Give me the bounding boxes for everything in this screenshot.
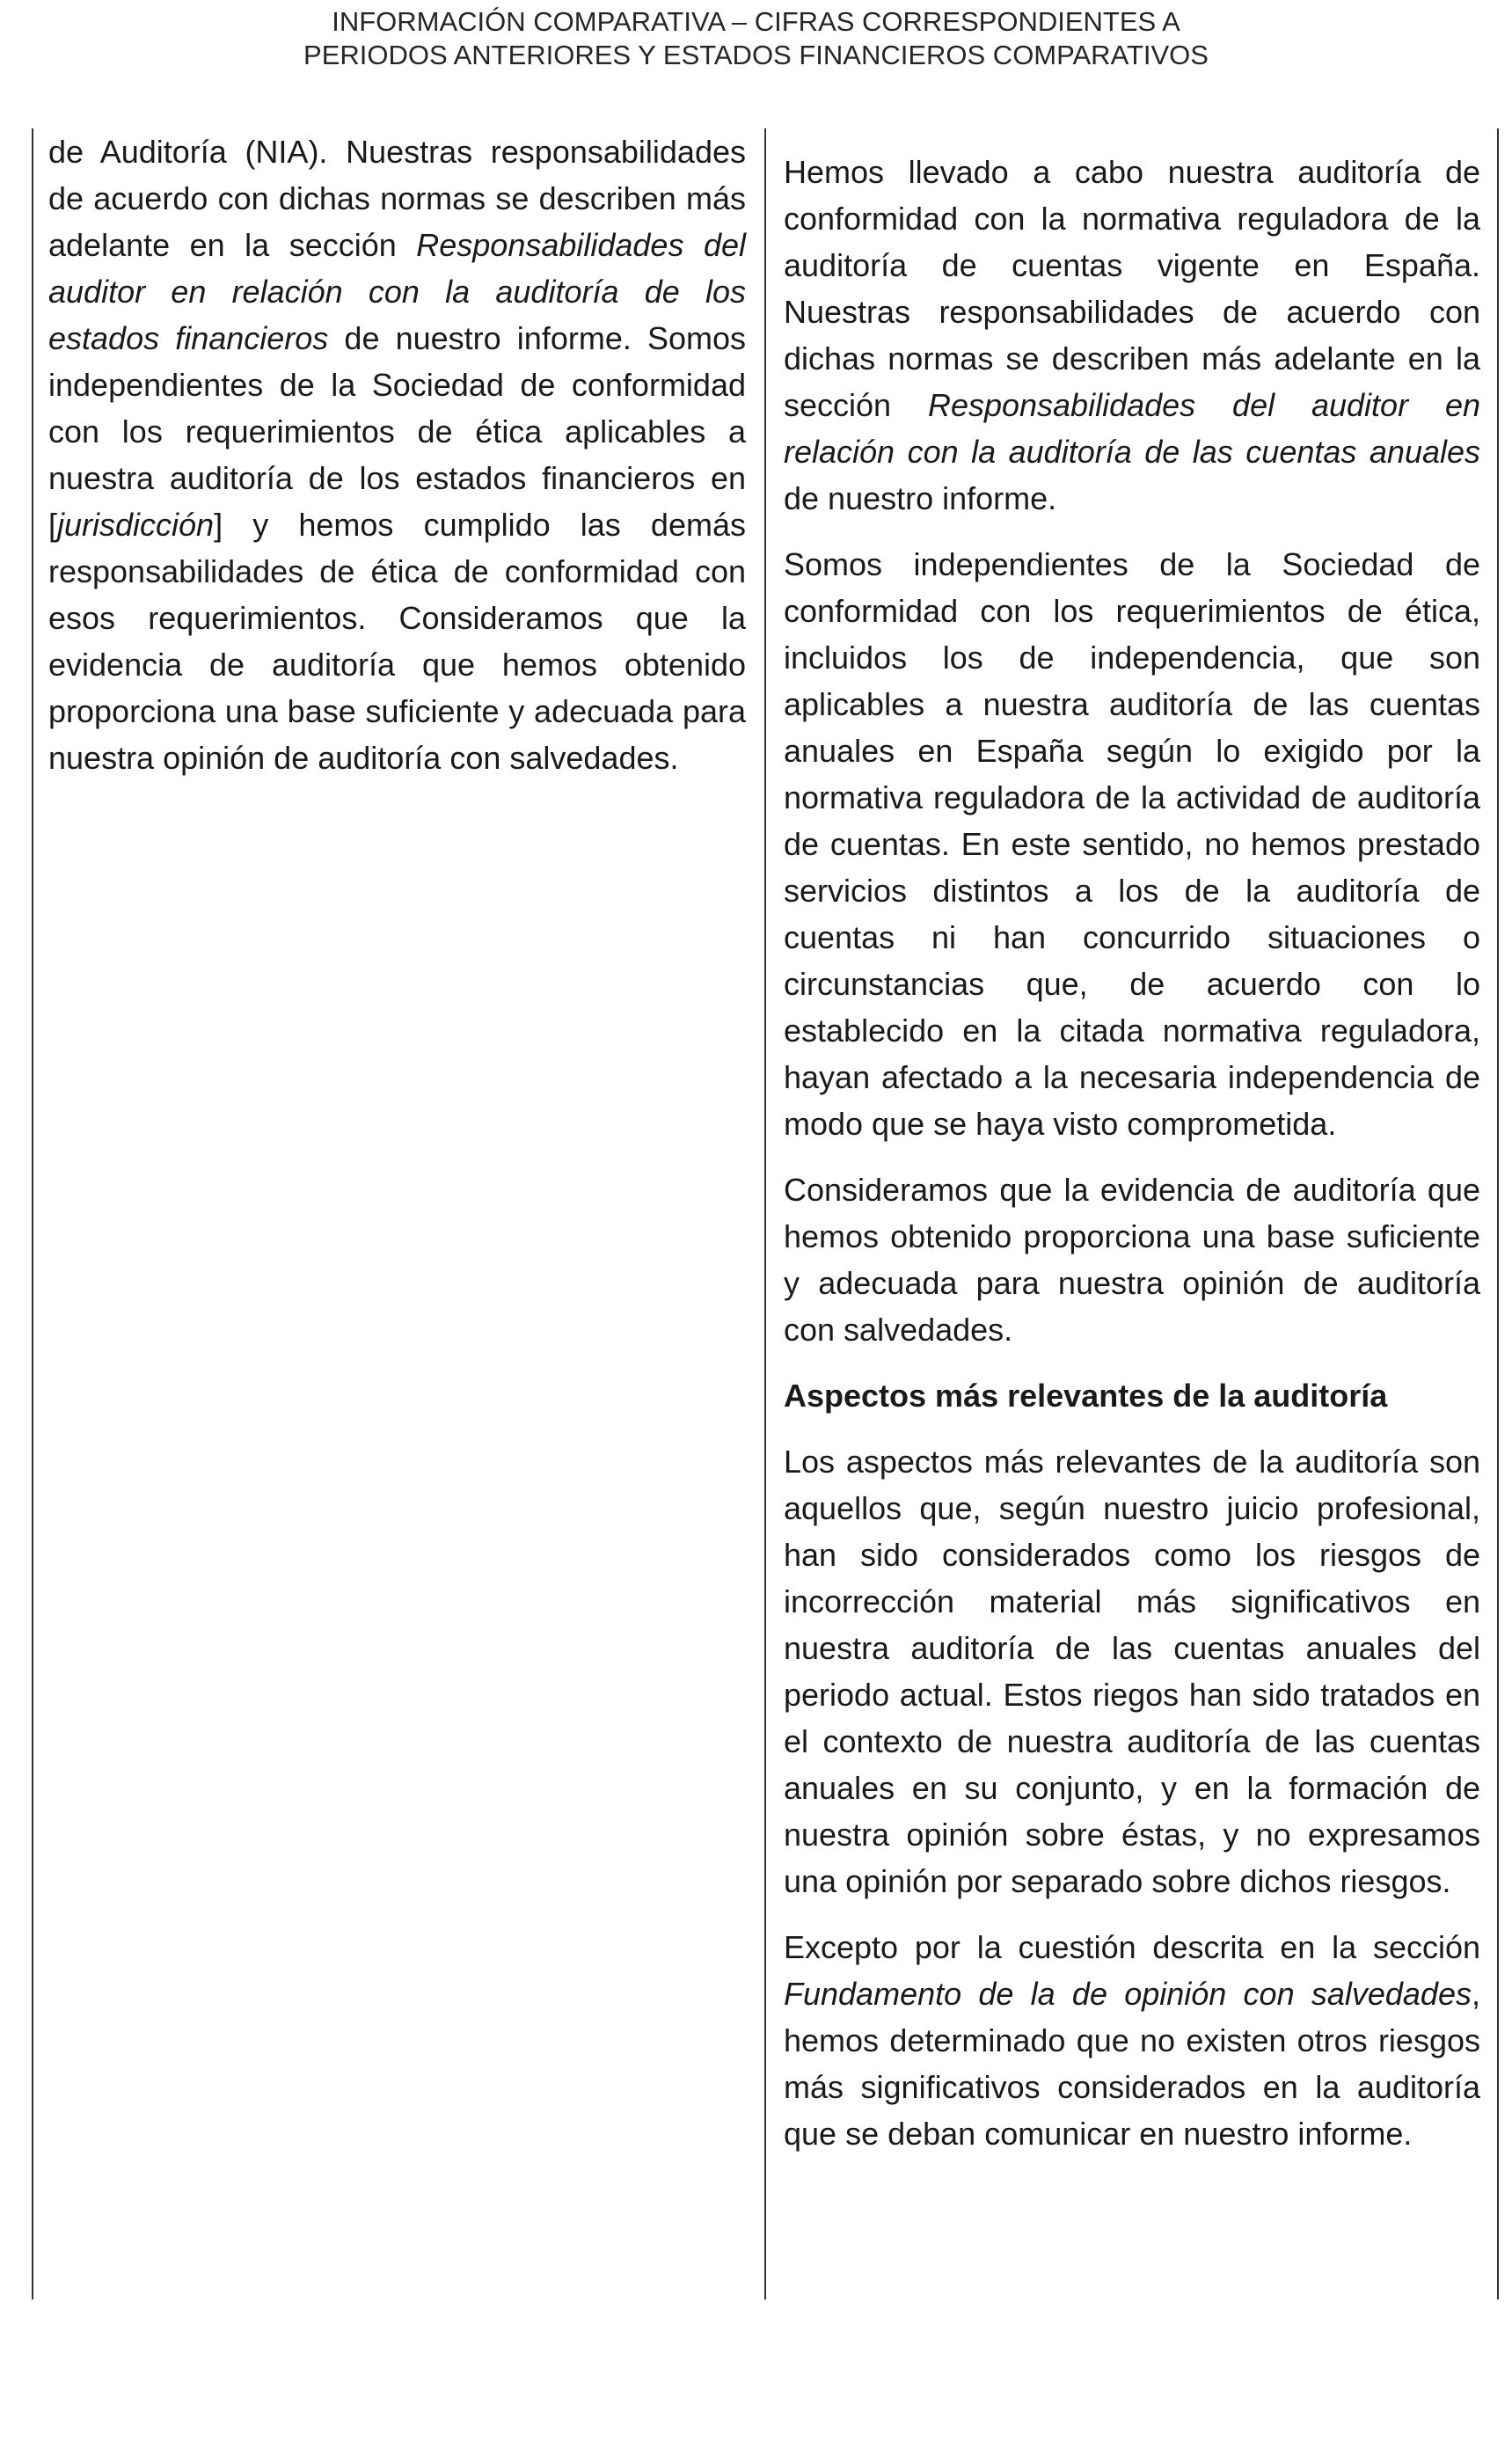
header-line-2: PERIODOS ANTERIORES Y ESTADOS FINANCIEROS COMPARATIVOS bbox=[303, 40, 1209, 70]
page-header bbox=[0, 5, 1512, 72]
table-border-middle bbox=[764, 128, 766, 2299]
right-paragraph-1: Hemos llevado a cabo nuestra auditoría de conformidad con la normativa reguladora de la auditoría de cuentas vigente en España. Nuestras responsabilidades de acuerdo con dichas normas se describen más adelante en la sección Responsabilidades del auditor en relación con la auditoría de las cuentas anuales de nuestro informe. bbox=[784, 154, 1480, 516]
table-border-left bbox=[32, 128, 33, 2299]
right-paragraph-2: Somos independientes de la Sociedad de conformidad con los requerimientos de ética, incluidos los de independencia, que son aplicables a nuestra auditoría de las cuentas anuales en España según lo exigido por la normativa reguladora de la actividad de auditoría de cuentas. En este sentido, no hemos prestado servicios distintos a los de la auditoría de cuentas ni han concurrido situaciones o circunstancias que, de acuerdo con lo establecido en la citada normativa reguladora, hayan afectado a la necesaria independencia de modo que se haya visto comprometida. bbox=[784, 546, 1480, 1142]
table-border-right bbox=[1497, 128, 1499, 2299]
right-column-spain bbox=[784, 149, 1480, 2176]
left-paragraph-1: de Auditoría (NIA). Nuestras responsabilidades de acuerdo con dichas normas se describen más adelante en la sección Responsabilidades del auditor en relación con la auditoría de los estados financieros de nuestro informe. Somos independientes de la Sociedad de conformidad con los requerimientos de ética aplicables a nuestra auditoría de los estados financieros en [jurisdicción] y hemos cumplido las demás responsabilidades de ética de conformidad con esos requerimientos. Consideramos que la evidencia de auditoría que hemos obtenido proporciona una base suficiente y adecuada para nuestra opinión de auditoría con salvedades. bbox=[48, 134, 747, 776]
right-paragraph-3: Consideramos que la evidencia de auditoría que hemos obtenido proporciona una base suficiente y adecuada para nuestra opinión de auditoría con salvedades. bbox=[784, 1172, 1480, 1348]
right-paragraph-4: Los aspectos más relevantes de la auditoría son aquellos que, según nuestro juicio profesional, han sido considerados como los riesgos de incorrección material más significativos en nuestra auditoría de las cuentas anuales del periodo actual. Estos riegos han sido tratados en el contexto de nuestra auditoría de las cuentas anuales en su conjunto, y en la formación de nuestra opinión sobre éstas, y no expresamos una opinión por separado sobre dichos riesgos. bbox=[784, 1444, 1480, 1899]
right-paragraph-5: Excepto por la cuestión descrita en la sección Fundamento de la de opinión con salvedades, hemos determinado que no existen otros riesgos más significativos considerados en la auditoría que se deban comunicar en nuestro informe. bbox=[784, 1929, 1480, 2152]
section-heading: Aspectos más relevantes de la auditoría bbox=[784, 1378, 1388, 1414]
header-line-1: INFORMACIÓN COMPARATIVA – CIFRAS CORRESPONDIENTES A bbox=[332, 6, 1180, 37]
left-column-niif bbox=[48, 128, 746, 801]
